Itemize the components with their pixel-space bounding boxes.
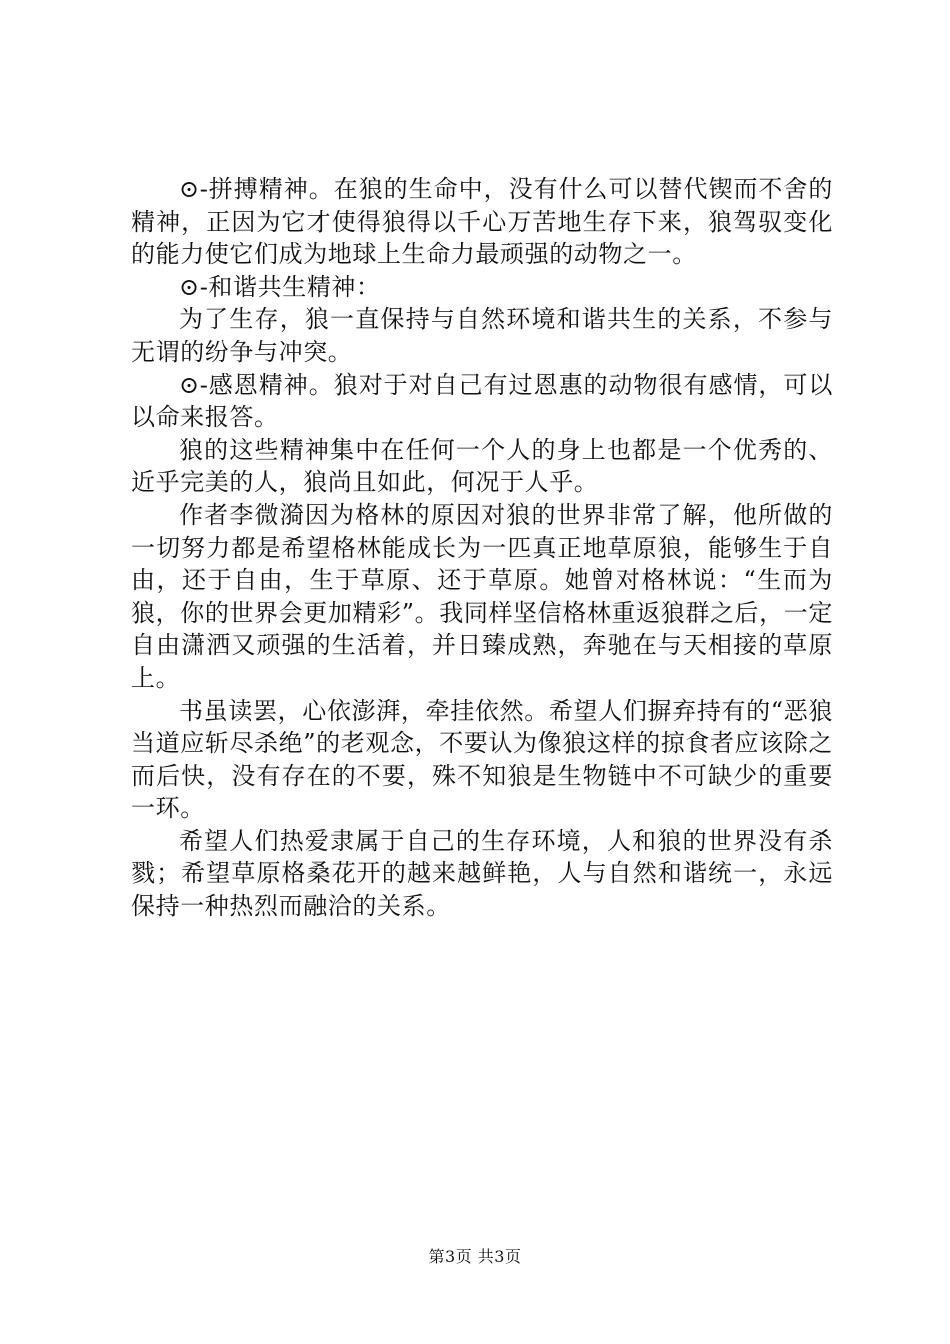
paragraph-gratitude-spirit: ⊙-感恩精神。狼对于对自己有过恩惠的动物很有感情，可以以命来报答。 [131, 370, 833, 432]
document-body [131, 173, 833, 923]
paragraph-harmony-body: 为了生存，狼一直保持与自然环境和谐共生的关系，不参与无谓的纷争与冲突。 [131, 305, 833, 366]
paragraph-struggle-spirit: ⊙-拼搏精神。在狼的生命中，没有什么可以替代锲而不舍的精神，正因为它才使得狼得以千心万苦地生存下来，狼驾驭变化的能力使它们成为地球上生命力最顽强的动物之一。 [131, 175, 833, 269]
paragraph-hope: 希望人们热爱隶属于自己的生存环境，人和狼的世界没有杀戮；希望草原格桑花开的越来越鲜艳，人与自然和谐统一，永远保持一种热烈而融洽的关系。 [131, 826, 833, 921]
paragraph-author-greene: 作者李微漪因为格林的原因对狼的世界非常了解，他所做的一切努力都是希望格林能成长为一匹真正地草原狼，能够生于自由，还于自由，生于草原、还于草原。她曾对格林说：“生而为狼，你的世界会更加精彩”。我同样坚信格林重返狼群之后，一定自由潇洒又顽强的生活着，并日臻成熟，奔驰在与天相接的草原上。 [131, 500, 833, 692]
paragraph-wolf-spirits: 狼的这些精神集中在任何一个人的身上也都是一个优秀的、近乎完美的人，狼尚且如此，何况于人乎。 [131, 435, 833, 497]
paragraph-after-reading: 书虽读罢，心依澎湃，牵挂依然。希望人们摒弃持有的“恶狼当道应斩尽杀绝”的老观念，不要认为像狼这样的掠食者应该除之而后快，没有存在的不要，殊不知狼是生物链中不可缺少的重要一环。 [131, 696, 833, 823]
paragraph-harmony-heading: ⊙-和谐共生精神： [179, 272, 381, 301]
page-number-footer: 第3页 共3页 [428, 1247, 522, 1266]
